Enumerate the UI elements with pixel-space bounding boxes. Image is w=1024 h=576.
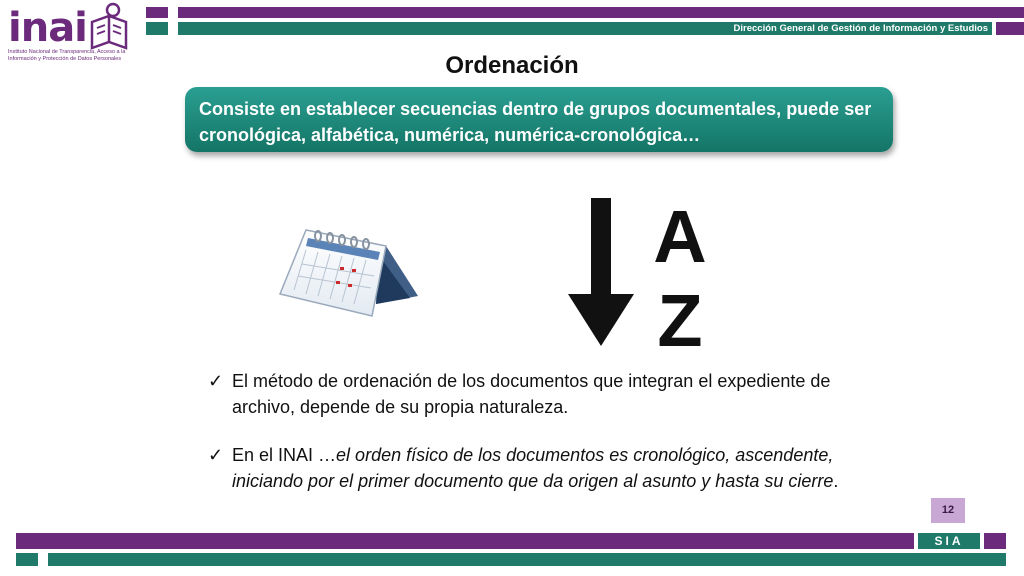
sort-arrow-down-icon (566, 196, 636, 348)
bullet-method (208, 368, 888, 420)
definition-callout (185, 87, 893, 152)
header-bar-purple-end (996, 22, 1024, 35)
header-bar-purple-long (178, 7, 1024, 18)
header-bar-green-short (146, 22, 168, 35)
bullet-inai (208, 442, 888, 494)
footer-bar-green-long (48, 553, 1006, 566)
check-icon: ✓ (208, 371, 224, 391)
check-icon: ✓ (208, 445, 224, 465)
sort-letter-z: Z (657, 279, 703, 348)
sort-letters (640, 196, 720, 348)
logo-subtitle: Instituto Nacional de Transparencia, Acceso a la Información y Protección de Datos Personales (8, 49, 126, 62)
page-number: 12 (931, 498, 965, 523)
department-label: Dirección General de Gestión de Información y Estudios (733, 23, 988, 34)
footer-bar-purple-long (16, 533, 914, 549)
footer-brand: SIA (918, 533, 980, 549)
sort-letter-a: A (653, 196, 707, 278)
logo-wordmark: inai (8, 5, 87, 51)
bullet-inai-text (232, 442, 888, 494)
logo-building-icon (88, 2, 130, 52)
bullet-inai-prefix: En el INAI … (232, 445, 337, 465)
bullet-method-text: El método de ordenación de los documentos que integran el expediente de archivo, depende de su propia naturaleza. (232, 371, 831, 417)
slide-title: Ordenación (445, 52, 579, 79)
bullet-inai-suffix: . (833, 471, 839, 491)
header-bar-purple-short (146, 7, 168, 18)
definition-text: Consiste en establecer secuencias dentro de grupos documentales, puede ser cronológica, alfabética, numérica, numérica-cronológica… (199, 99, 872, 145)
calendar-icon (276, 224, 424, 318)
footer-bar-green-short (16, 553, 38, 566)
footer-bar-purple-end (984, 533, 1006, 549)
bullet-inai-italic: el orden físico de los documentos es cronológico, ascendente, iniciando por el primer documento que da origen al asunto y hasta su cierre (232, 445, 834, 491)
